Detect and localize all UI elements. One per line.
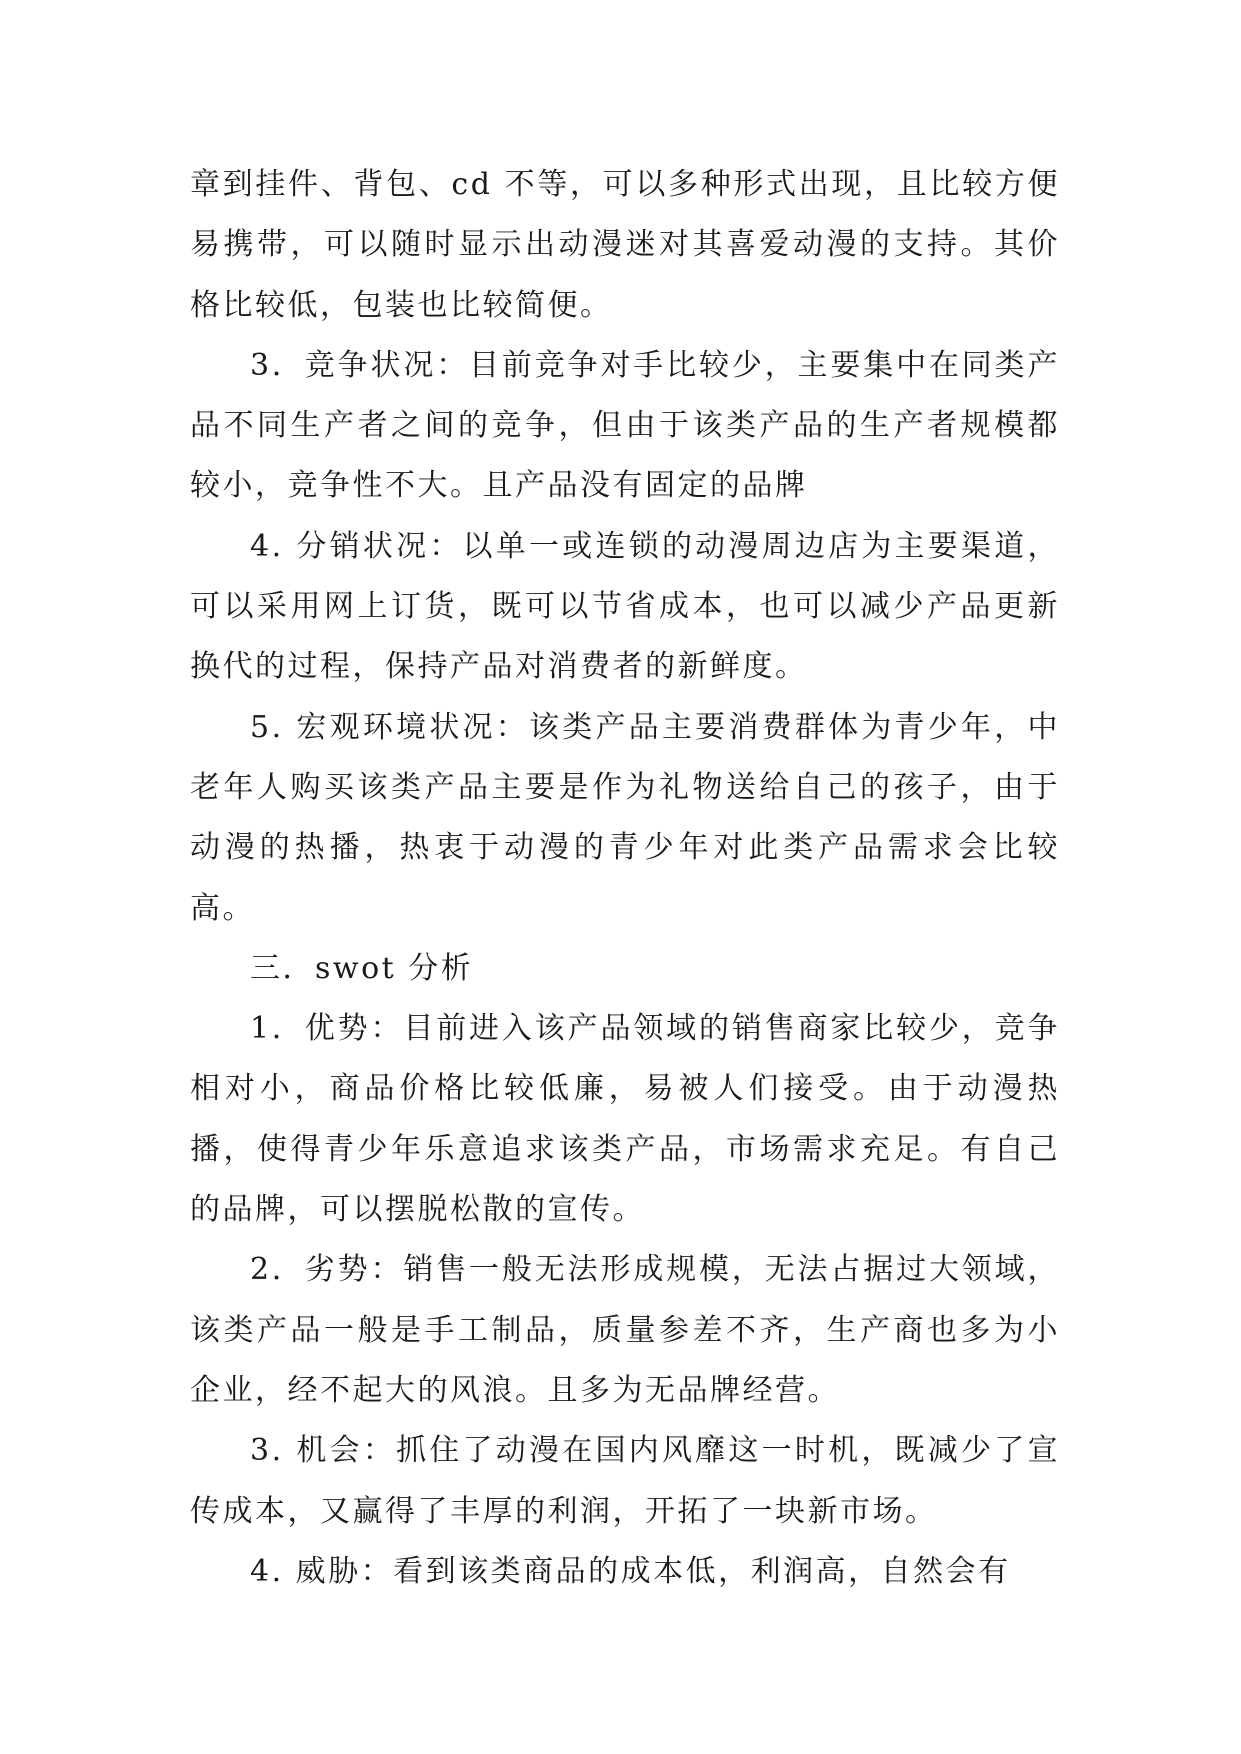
paragraph-continuation: 章到挂件、背包、cd 不等，可以多种形式出现，且比较方便易携带，可以随时显示出动漫迷对其喜爱动漫的支持。其价格比较低，包装也比较简便。 bbox=[190, 167, 1060, 323]
document-body bbox=[190, 155, 1060, 1602]
paragraph-competition-status: 3．竞争状况：目前竞争对手比较少，主要集中在同类产品不同生产者之间的竞争，但由于该类产品的生产者规模都较小，竞争性不大。且产品没有固定的品牌 bbox=[190, 347, 1060, 504]
section-heading-swot: 三．swot 分析 bbox=[250, 950, 474, 986]
paragraph-distribution-status: 4. 分销状况：以单一或连锁的动漫周边店为主要渠道，可以采用网上订货，既可以节省成本，也可以减少产品更新换代的过程，保持产品对消费者的新鲜度。 bbox=[190, 528, 1060, 685]
paragraph-opportunities: 3. 机会：抓住了动漫在国内风靡这一时机，既减少了宣传成本，又赢得了丰厚的利润，开拓了一块新市场。 bbox=[190, 1433, 1060, 1529]
paragraph-weaknesses: 2．劣势：销售一般无法形成规模，无法占据过大领域，该类产品一般是手工制品，质量参差不齐，生产商也多为小企业，经不起大的风浪。且多为无品牌经营。 bbox=[190, 1252, 1060, 1408]
paragraph-threats: 4. 威胁：看到该类商品的成本低，利润高，自然会有 bbox=[250, 1553, 1011, 1589]
paragraph-macro-environment: 5. 宏观环境状况：该类产品主要消费群体为青少年，中老年人购买该类产品主要是作为礼物送给自己的孩子，由于动漫的热播，热衷于动漫的青少年对此类产品需求会比较高。 bbox=[190, 709, 1060, 926]
paragraph-strengths: 1．优势：目前进入该产品领域的销售商家比较少，竞争相对小，商品价格比较低廉，易被人们接受。由于动漫热播，使得青少年乐意追求该类产品，市场需求充足。有自己的品牌，可以摆脱松散的宣传。 bbox=[190, 1011, 1060, 1228]
